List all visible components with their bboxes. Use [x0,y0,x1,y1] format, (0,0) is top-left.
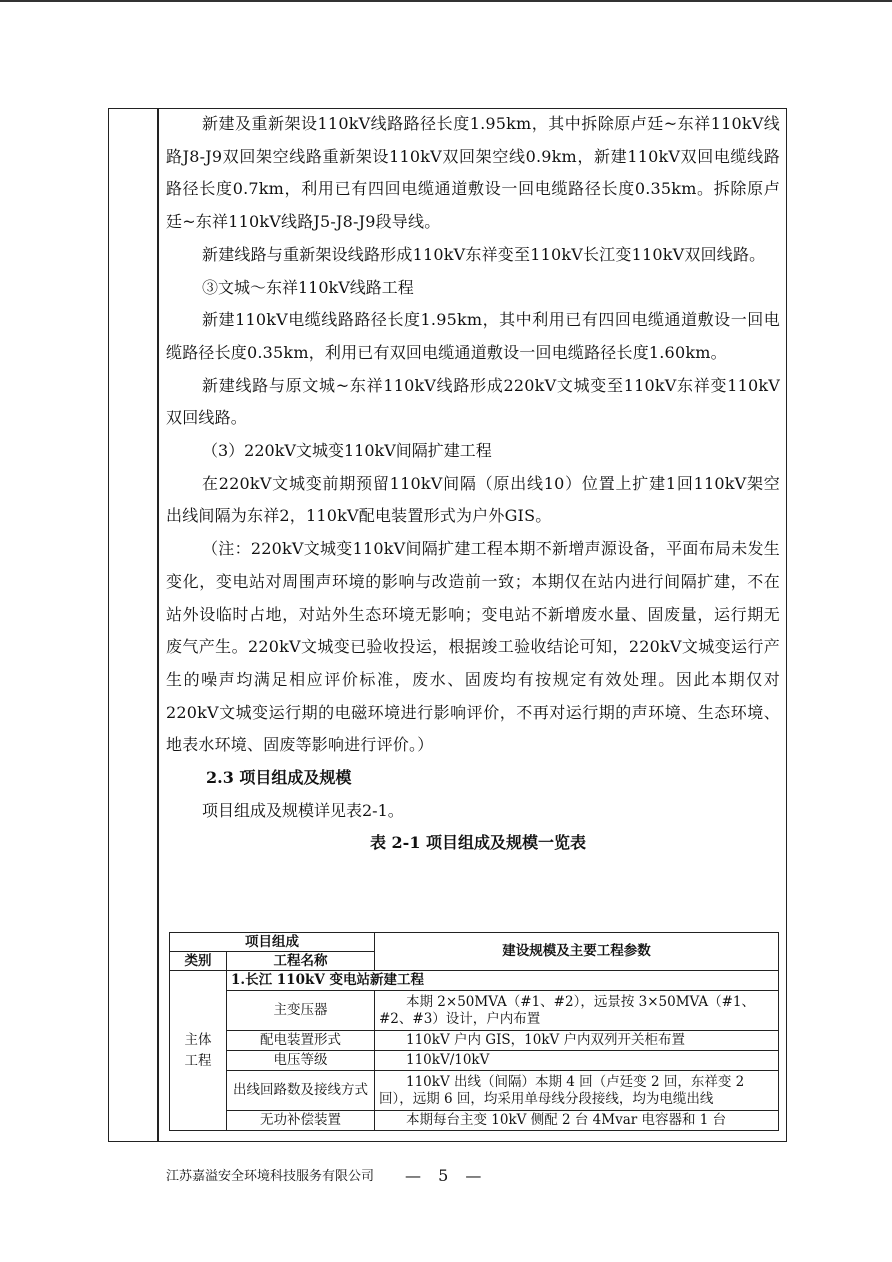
row-name: 配电装置形式 [227,1031,375,1051]
paragraph-line-rebuild: 新建及重新架设110kV线路路径长度1.95km，其中拆除原卢廷~东祥110kV线路J8-J9双回架空线路重新架设110kV双回架空线0.9km，新建110kV双回电缆线路路径长度0.7km，利用已有四回电缆通道敷设一回电缆路径长度0.35km。拆除原卢廷~东祥110kV线路J5-J8-J9段导线。 [166,114,780,232]
header-category: 类别 [170,952,227,971]
main-content [166,108,780,859]
row-value: 本期每台主变 10kV 侧配 2 台 4Mvar 电容器和 1 台 [375,1111,779,1131]
row-name: 出线回路数及接线方式 [227,1071,375,1111]
table-caption: 表 2-1 项目组成及规模一览表 [369,833,587,853]
row-name: 无功补偿装置 [227,1111,375,1131]
page-number: — 5 — [405,1166,488,1185]
subheading-wencheng-dongxiang: ③文城～东祥110kV线路工程 [202,277,414,297]
category-cell [170,971,227,1131]
top-rule [0,0,892,2]
paragraph-cable-route: 新建110kV电缆线路路径长度1.95km，其中利用已有四回电缆通道敷设一回电缆路径长度0.35km，利用已有双回电缆通道敷设一回电缆路径长度1.60km。 [166,310,780,362]
category-label: 主体工程 [184,1031,212,1069]
row-name: 主变压器 [227,991,375,1031]
row-value: 本期 2×50MVA（#1、#2），远景按 3×50MVA（#1、#2、#3）设计，户内布置 [375,991,779,1031]
row-value: 110kV 出线（间隔）本期 4 回（卢廷变 2 回，东祥变 2 回），远期 6 回，均采用单母线分段接线，均为电缆出线 [375,1071,779,1111]
header-project-composition: 项目组成 [170,933,375,952]
section-title: 2.3 项目组成及规模 [206,768,352,788]
subsection-row: 1.长江 110kV 变电站新建工程 [227,971,779,991]
project-composition-table [169,932,779,1131]
paragraph-table-ref: 项目组成及规模详见表2-1。 [202,800,404,820]
paragraph-cable-result: 新建线路与原文城~东祥110kV线路形成220kV文城变至110kV东祥变110kV双回线路。 [166,375,780,428]
paragraph-note: （注：220kV文城变110kV间隔扩建工程本期不新增声源设备，平面布局未发生变化，变电站对周围声环境的影响与改造前一致；本期仅在站内进行间隔扩建，不在站外设临时占地，对站外生态环境无影响；变电站不新增废水量、固废量，运行期无废气产生。220kV文城变已验收投运，根据竣工验收结论可知，220kV文城变运行产生的噪声均满足相应评价标准，废水、固废均有按规定有效处理。因此本期仅对220kV文城变运行期的电磁环境进行影响评价，不再对运行期的声环境、生态环境、地表水环境、固废等影响进行评价。） [166,539,780,755]
paragraph-line-result: 新建线路与重新架设线路形成110kV东祥变至110kV长江变110kV双回线路。 [202,244,766,264]
frame-divider [157,109,159,1141]
row-name: 电压等级 [227,1051,375,1071]
paragraph-bay-extension: 在220kV文城变前期预留110kV间隔（原出线10）位置上扩建1回110kV架空出线间隔为东祥2，110kV配电装置形式为户外GIS。 [166,473,780,526]
footer-company: 江苏嘉溢安全环境科技服务有限公司 [166,1169,375,1184]
row-value: 110kV 户内 GIS，10kV 户内双列开关柜布置 [375,1031,779,1051]
header-name: 工程名称 [227,952,375,971]
header-params: 建设规模及主要工程参数 [375,933,779,971]
subheading-bay-extension: （3）220kV文城变110kV间隔扩建工程 [202,441,492,461]
row-value: 110kV/10kV [375,1051,779,1071]
